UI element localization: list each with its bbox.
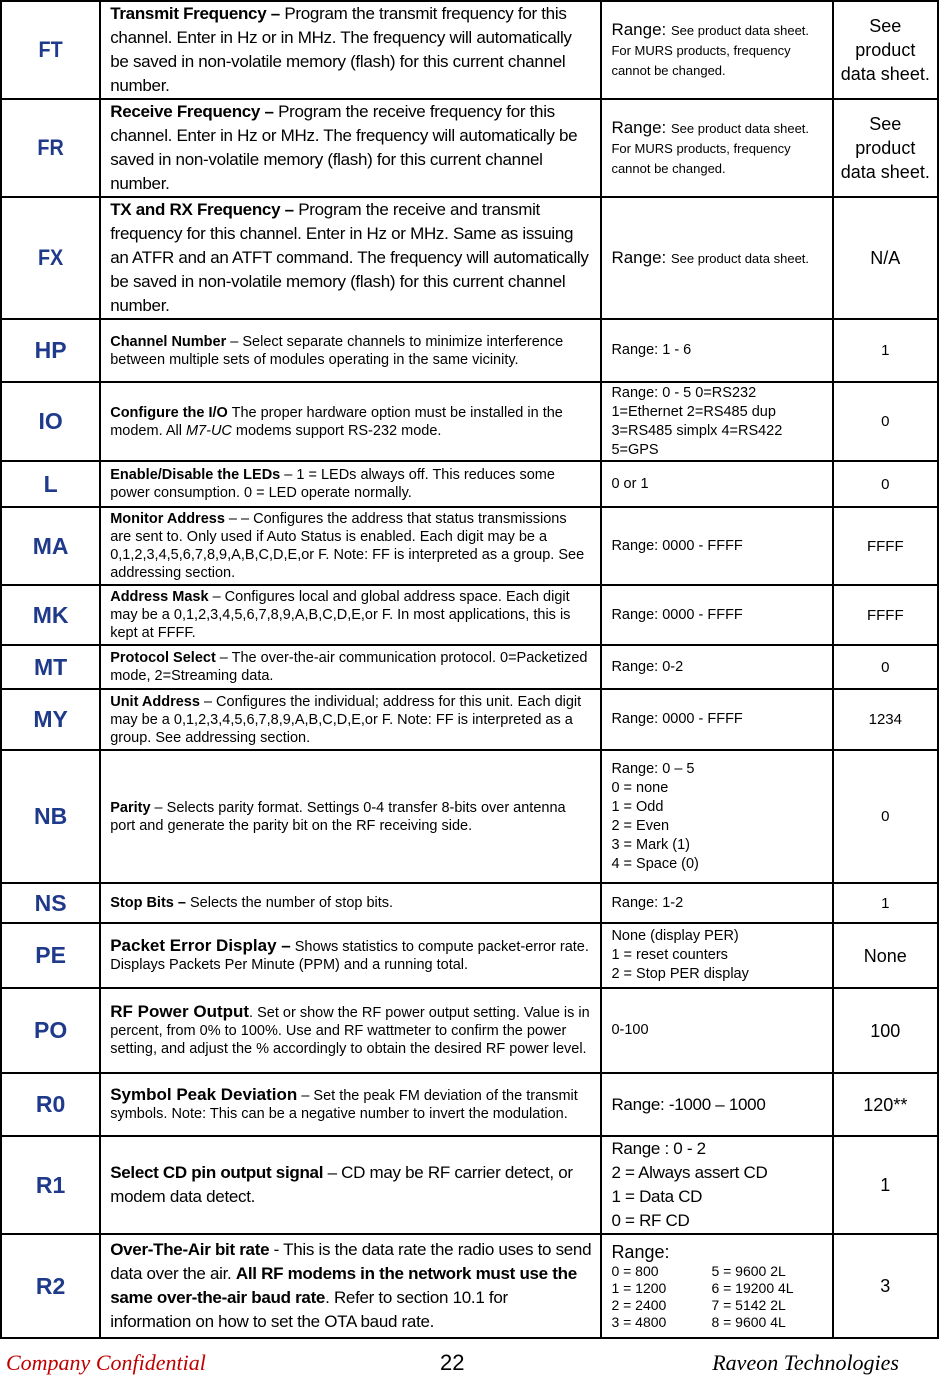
command-code: FR	[6, 99, 95, 197]
command-description: Parity – Selects parity format. Settings 0-4 transfer 8-bits over antenna port and generate the parity bit on the RF receiving side.	[100, 750, 601, 883]
table-row	[1, 1234, 938, 1338]
command-description: Select CD pin output signal – CD may be RF carrier detect, or modem data detect.	[100, 1136, 601, 1234]
command-default: 1	[833, 1136, 938, 1234]
table-row	[1, 689, 938, 750]
command-range: Range: 1-2	[601, 883, 832, 923]
command-default: See product data sheet.	[833, 99, 938, 197]
command-range	[601, 1234, 832, 1338]
command-default: 0	[833, 645, 938, 689]
table-row	[1, 507, 938, 585]
command-description: Monitor Address – – Configures the address that status transmissions are sent to. Only used if Auto Status is enabled. Each digit may be a 0,1,2,3,4,5,6,7,8,9,A,B,C,D,E,or F. Note: FF is interpreted as a group. See addressing section.	[100, 507, 601, 585]
command-default: FFFF	[833, 507, 938, 585]
command-code: MK	[1, 585, 100, 645]
table-row	[1, 382, 938, 461]
command-description: Enable/Disable the LEDs – 1 = LEDs always off. This reduces some power consumption. 0 = LED operate normally.	[100, 461, 601, 507]
command-default: 0	[833, 750, 938, 883]
command-range: None (display PER) 1 = reset counters 2 = Stop PER display	[601, 923, 832, 988]
command-description: RF Power Output. Set or show the RF power output setting. Value is in percent, from 0% to 100%. Use and RF wattmeter to confirm the power setting, and adjust the % accordingly to obtain the desired RF power level.	[100, 988, 601, 1073]
command-default: 0	[833, 382, 938, 461]
command-code: NB	[1, 750, 100, 883]
command-code: L	[1, 461, 100, 507]
command-code: NS	[1, 883, 100, 923]
command-default: 0	[833, 461, 938, 507]
table-row	[1, 585, 938, 645]
command-description: Address Mask – Configures local and global address space. Each digit may be a 0,1,2,3,4,5,6,7,8,9,A,B,C,D,E,or F. In most applications, this is kept at FFFF.	[100, 585, 601, 645]
command-range: 0 or 1	[601, 461, 832, 507]
baud-rate-option: 0 = 800	[611, 1263, 659, 1279]
command-description: Channel Number – Select separate channels to minimize interference between multiple sets of modules operating in the same vicinity.	[100, 319, 601, 382]
command-description: Stop Bits – Selects the number of stop bits.	[100, 883, 601, 923]
command-default: 1234	[833, 689, 938, 750]
command-default: 100	[833, 988, 938, 1073]
table-row	[1, 988, 938, 1073]
command-code: IO	[1, 382, 100, 461]
command-code: FT	[6, 1, 95, 99]
table-row	[1, 461, 938, 507]
footer-confidential: Company Confidential	[6, 1350, 206, 1375]
command-code: FX	[6, 197, 95, 319]
baud-rate-option: 3 = 4800	[611, 1314, 667, 1330]
command-range: Range: 0-2	[601, 645, 832, 689]
command-description: Configure the I/O The proper hardware option must be installed in the modem. All M7-UC modems support RS-232 mode.	[100, 382, 601, 461]
command-description: Symbol Peak Deviation – Set the peak FM deviation of the transmit symbols. Note: This can be a negative number to invert the modulation.	[100, 1073, 601, 1136]
command-code: MA	[1, 507, 100, 585]
table-row	[1, 1073, 938, 1136]
command-description: Over-The-Air bit rate - This is the data rate the radio uses to send data over the air. All RF modems in the network must use the same over-the-air baud rate. Refer to section 10.1 for information on how to set the OTA baud rate.	[100, 1234, 601, 1338]
command-default: 3	[833, 1234, 938, 1338]
command-default: N/A	[833, 197, 938, 319]
command-range: Range: See product data sheet. For MURS products, frequency cannot be changed.	[601, 1, 832, 99]
baud-rate-option: 5 = 9600 2L	[711, 1263, 786, 1279]
command-description: Receive Frequency – Program the receive frequency for this channel. Enter in Hz or MHz. The frequency will automatically be saved in non-volatile memory (flash) for this current channel number.	[100, 99, 601, 197]
command-range: Range: See product data sheet.	[601, 197, 832, 319]
command-code: R1	[1, 1136, 100, 1234]
command-range: Range: 0000 - FFFF	[601, 689, 832, 750]
table-row	[1, 923, 938, 988]
table-row	[1, 1, 938, 99]
table-row	[1, 197, 938, 319]
command-range: Range: -1000 – 1000	[601, 1073, 832, 1136]
command-code: R0	[1, 1073, 100, 1136]
command-range: Range: 0000 - FFFF	[601, 585, 832, 645]
command-default: 120**	[833, 1073, 938, 1136]
command-code: R2	[1, 1234, 100, 1338]
command-description: Protocol Select – The over-the-air communication protocol. 0=Packetized mode, 2=Streaming data.	[100, 645, 601, 689]
command-code: MT	[1, 645, 100, 689]
command-code: PE	[1, 923, 100, 988]
command-description: TX and RX Frequency – Program the receive and transmit frequency for this channel. Enter in Hz or MHz. Same as issuing an ATFR and an ATFT command. The frequency will automatically be saved in non-volatile memory (flash) for this current channel number.	[100, 197, 601, 319]
command-code: MY	[1, 689, 100, 750]
baud-rate-option: 1 = 1200	[611, 1280, 667, 1296]
command-default: None	[833, 923, 938, 988]
command-default: 1	[833, 319, 938, 382]
page-footer	[0, 1346, 939, 1378]
table-row	[1, 1136, 938, 1234]
baud-rate-option: 6 = 19200 4L	[711, 1280, 794, 1296]
table-row	[1, 645, 938, 689]
command-description: Unit Address – Configures the individual; address for this unit. Each digit may be a 0,1,2,3,4,5,6,7,8,9,A,B,C,D,E,or F. Note: FF is interpreted as a group. See addressing section.	[100, 689, 601, 750]
baud-rate-grid	[611, 1263, 822, 1331]
table-row	[1, 750, 938, 883]
command-range: Range: See product data sheet. For MURS products, frequency cannot be changed.	[601, 99, 832, 197]
command-range: Range : 0 - 2 2 = Always assert CD 1 = Data CD 0 = RF CD	[601, 1136, 832, 1234]
command-code: PO	[1, 988, 100, 1073]
baud-rate-option: 2 = 2400	[611, 1297, 667, 1313]
baud-rate-option: 7 = 5142 2L	[711, 1297, 786, 1313]
range-label: Range:	[611, 1242, 670, 1262]
command-default: 1	[833, 883, 938, 923]
command-code: HP	[1, 319, 100, 382]
command-range: Range: 0 - 5 0=RS232 1=Ethernet 2=RS485 dup 3=RS485 simplx 4=RS422 5=GPS	[601, 382, 832, 461]
command-default: See product data sheet.	[833, 1, 938, 99]
table-row	[1, 319, 938, 382]
table-row	[1, 883, 938, 923]
command-default: FFFF	[833, 585, 938, 645]
command-range: Range: 1 - 6	[601, 319, 832, 382]
table-row	[1, 99, 938, 197]
command-range: Range: 0000 - FFFF	[601, 507, 832, 585]
command-range: Range: 0 – 5 0 = none 1 = Odd 2 = Even 3 = Mark (1) 4 = Space (0)	[601, 750, 832, 883]
command-description: Packet Error Display – Shows statistics to compute packet-error rate. Displays Packets Per Minute (PPM) and a running total.	[100, 923, 601, 988]
command-description: Transmit Frequency – Program the transmit frequency for this channel. Enter in Hz or in MHz. The frequency will automatically be saved in non-volatile memory (flash) for this current channel number.	[100, 1, 601, 99]
command-range: 0-100	[601, 988, 832, 1073]
baud-rate-option: 8 = 9600 4L	[711, 1314, 786, 1330]
footer-company: Raveon Technologies	[712, 1350, 899, 1375]
page-number: 22	[440, 1350, 465, 1375]
